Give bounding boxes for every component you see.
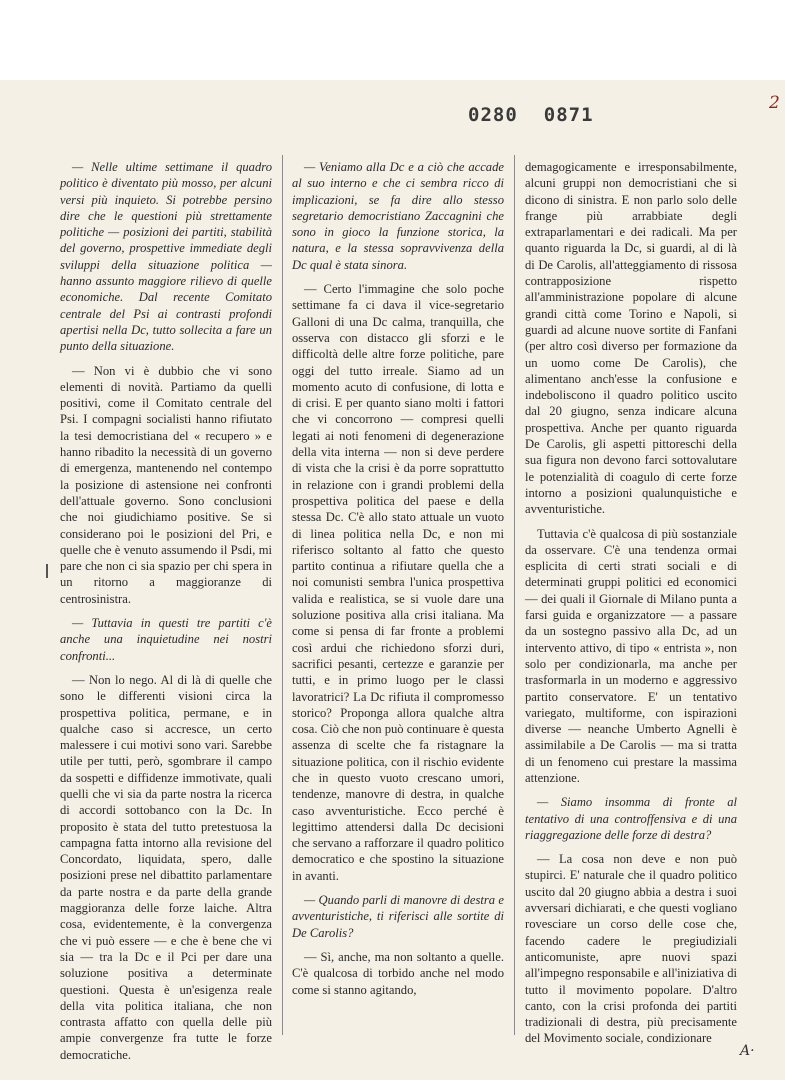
- question-paragraph: — Siamo insomma di fronte al tentativo di una controffensiva e di una riaggregazione delle forze di destra?: [525, 795, 737, 842]
- text-column-3: [525, 159, 737, 1046]
- answer-paragraph: — Non vi è dubbio che vi sono elementi di novità. Partiamo da quelli positivi, come il Comitato centrale del Psi. I compagni socialisti hanno rifiutato la tesi democristiana del « recupero » e hanno ribadito la necessità di un governo di emergenza, mantenendo nel contempo la posizione di astensione nei confronti dell'attuale governo. Sono conclusioni che noi giudichiamo positive. Se si considerano poi le posizioni del Pri, e quelle che è venuto assumendo il Psdi, mi pare che non ci sia spazio per chi spera in un ritorno a maggioranze di centrosinistra.: [60, 363, 272, 606]
- archive-number-left: 0280: [468, 104, 518, 126]
- text-column-2: [292, 159, 504, 1039]
- handwritten-page-number: 2: [769, 93, 780, 113]
- answer-paragraph: — Certo l'immagine che solo poche settimane fa ci dava il vice-segretario Galloni di una Dc calma, tranquilla, che osserva con distacco gli sforzi e le difficoltà delle altre forze politiche, pare oggi del tutto irreale. Siamo ad un momento acuto di confusione, di lotta e di crisi. E per quanto siano molti i fattori che vi concorrono — compresi quelli legati ai noti fenomeni di degenerazione della vita interna — non si deve perdere di vista che la crisi è da porre soprattutto in relazione con i grandi problemi della prospettiva politica del paese e della stessa Dc. C'è allo stato attuale un vuoto di linea politica nella Dc, e non mi riferisco soltanto al fatto che questo partito continua a rifiutare quella che a noi comunisti sembra l'unica prospettiva valida e realistica, se si vuole dare una soluzione positiva alla crisi italiana. Ma come si pensa di far fronte a problemi così ardui che richiedono sforzi duri, sacrifici pesanti, certezze e garanzie per tutti, e in primo luogo per le classi lavoratrici? La Dc rifiuta il compromesso storico? Proponga allora qualche altra cosa. Ciò che non può continuare è questa assenza di scelte che fa ristagnare la situazione politica, con il rischio evidente che in questo vuoto crescano umori, tendenze, manovre di destra, in qualche caso avventuristiche. Ecco perché è legittimo attendersi dalla Dc decisioni che servano a rafforzare il quadro politico democratico e che spostino la situazione in avanti.: [292, 282, 504, 883]
- question-paragraph: — Quando parli di manovre di destra e avventuristiche, ti riferisci alle sortite di De Carolis?: [292, 893, 504, 940]
- continued-paragraph: demagogicamente e irresponsabilmente, alcuni gruppi non democristiani che si dicono di sinistra. E non parlo solo delle frange più arrabbiate degli extraparlamentari e dei radicali. Ma per quanto riguarda la Dc, si guardi, al di là di De Carolis, all'atteggiamento di rissosa contrapposizione rispetto all'amministrazione popolare di alcune grandi città come Torino e Napoli, si guardi ad alcune nuove sortite di Fanfani (per altro così diverso per formazione da un uomo come De Carolis), che alimentano anch'esse la confusione e indeboliscono il quadro politico uscito dal 20 giugno, senza indicare alcuna prospettiva. Anche per quanto riguarda De Carolis, gli aspetti pittoreschi della sua figura non devono farci sottovalutare le potenzialità di coagulo di certe forze intorno a posizioni qualunquistiche e avventuristiche.: [525, 160, 737, 517]
- text-column-1: [60, 159, 272, 1062]
- answer-paragraph: — Sì, anche, ma non soltanto a quelle. C'è qualcosa di torbido anche nel modo come si stanno agitando,: [292, 949, 504, 997]
- answer-paragraph: Tuttavia c'è qualcosa di più sostanziale da osservare. C'è una tendenza ormai esplicita di certi strati sociali e di determinati gruppi politici ed economici — dei quali il Giornale di Milano punta a farsi guida e organizzatore — a passare da un sostegno passivo alla Dc, ad un intervento attivo, di tipo « entrista », non solo per condizionarla, ma anche per trasformarla in un moderno e aggressivo partito conservatore. E' un tentativo variegato, multiforme, con ispirazioni diverse — neanche Umberto Agnelli è assimilabile a De Carolis — ma si tratta di un fenomeno cui prestare la massima attenzione.: [525, 526, 737, 785]
- question-paragraph: — Tuttavia in questi tre partiti c'è anche una inquietudine nei nostri confronti...: [60, 616, 272, 663]
- archive-number-right: 0871: [543, 104, 594, 126]
- archive-stamp: [468, 104, 594, 126]
- answer-paragraph: — La cosa non deve e non può stupirci. E' naturale che il quadro politico uscito dal 20 giugno abbia a destra i suoi avversari dichiarati, e che questi vogliano rovesciare un corso delle cose che, facendo cadere le pregiudiziali anticomuniste, apre nuovi spazi all'impegno responsabile e all'iniziativa di tutto il movimento popolare. D'altro canto, con la crisi profonda dei partiti tradizionali di destra, più precisamente del Movimento sociale, condizionare: [525, 852, 737, 1046]
- question-paragraph: — Nelle ultime settimane il quadro politico è diventato più mosso, per alcuni versi più inquieto. Si potrebbe persino dire che le questioni più strettamente politiche — posizioni dei partiti, stabilità del governo, prospettive immediate degli sviluppi della situazione politica — hanno assunto maggiore rilievo di quelle economiche. Dal recente Comitato centrale del Psi ai contrasti profondi apertisi nella Dc, tutto sollecita a fare un punto della situazione.: [60, 160, 272, 354]
- column-divider: [282, 155, 283, 1035]
- column-divider: [514, 155, 515, 1035]
- answer-paragraph: — Non lo nego. Al di là di quelle che sono le differenti visioni circa la prospettiva politica, permane, e in qualche caso si accresce, un certo malessere i cui motivi sono vari. Sarebbe utile per tutti, però, sgombrare il campo da sospetti e diffidenze immotivate, quali quelli che vi sia da parte nostra la ricerca di accordi sottobanco con la Dc. In proposito è stata del tutto pretestuosa la campagna fatta intorno alla revisione del Concordato, liquidata, spero, dalle posizioni prese nel dibattito parlamentare da parte nostra e da parte della grande maggioranza delle forze laiche. Altra cosa, evidentemente, è la convergenza che vi può essere — e che è bene che vi sia — tra la Dc e il Pci per dare una soluzione positiva a determinate questioni. Questa è un'esigenza reale della vita politica italiana, che non contrasta affatto con quella delle più ampie convergenze fra tutte le forze democratiche.: [60, 672, 272, 1062]
- handwritten-mark: A·: [740, 1043, 755, 1059]
- margin-mark: [46, 564, 48, 578]
- question-paragraph: — Veniamo alla Dc e a ciò che accade al suo interno e che ci sembra ricco di implicazioni, se fa dire allo stesso segretario democristiano Zaccagnini che sono in gioco la funzione storica, la natura, e la stessa sopravvivenza della Dc qual è stata sinora.: [292, 160, 504, 272]
